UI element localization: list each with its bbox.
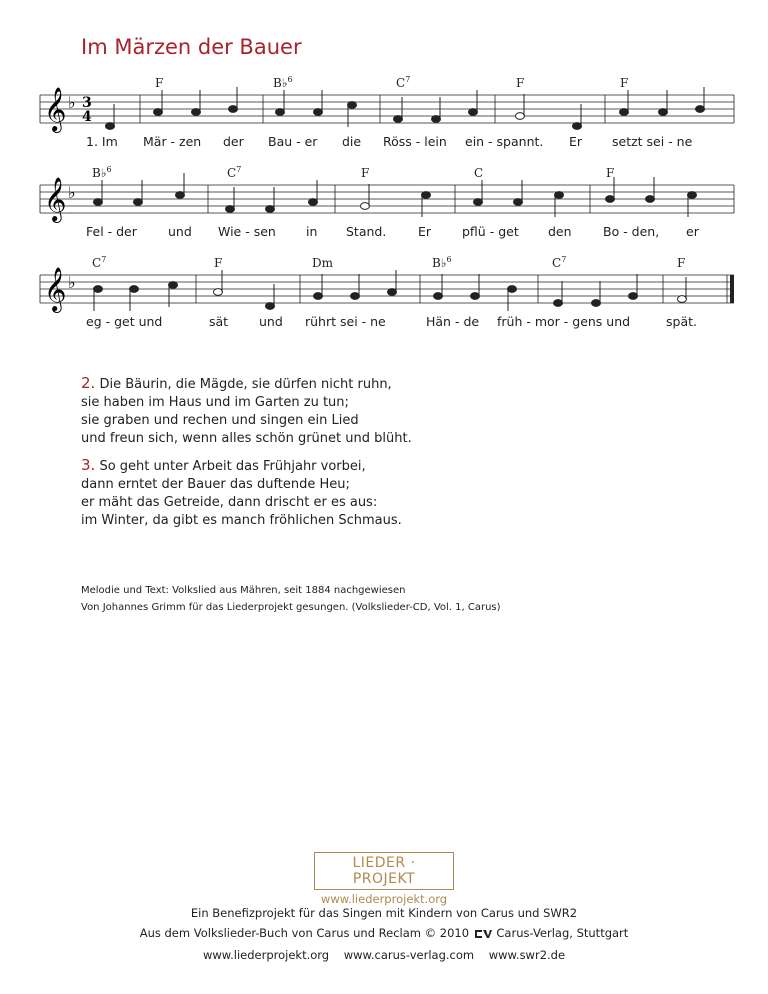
flat-icon: ♭	[68, 93, 76, 112]
verse-line: und freun sich, wenn alles schön grünet und blüht.	[81, 431, 412, 446]
footer-publisher: Carus-Verlag, Stuttgart	[496, 926, 629, 940]
lyric: den	[548, 224, 572, 239]
verse-number: 2.	[81, 374, 96, 392]
lyric: früh - mor - gens und	[497, 314, 631, 329]
link-swr2[interactable]: www.swr2.de	[488, 948, 566, 962]
chord: B♭$^6$	[432, 255, 452, 270]
time-signature-top: 3	[82, 95, 92, 111]
lyric: Wie - sen	[218, 224, 276, 239]
lyric: pflü - get	[462, 224, 519, 239]
lyric: Er	[418, 224, 432, 239]
liederprojekt-logo[interactable]	[314, 852, 454, 906]
footer-copyright: Aus dem Volkslieder-Buch von Carus und Reclam © 2010	[139, 926, 470, 940]
verse-line: er mäht das Getreide, dann drischt er es aus:	[81, 495, 378, 510]
flat-icon: ♭	[68, 273, 76, 292]
chord: F	[155, 76, 164, 90]
chord: F	[516, 76, 525, 90]
chord: $C^7$	[552, 255, 567, 270]
flat-icon: ♭	[68, 183, 76, 202]
lyric: Röss - lein	[383, 134, 447, 149]
chord: Dm	[312, 256, 333, 270]
lyric: der	[223, 134, 244, 149]
credit-melody: Melodie und Text: Volkslied aus Mähren, seit 1884 nachgewiesen	[81, 585, 406, 596]
verse-line: Die Bäurin, die Mägde, sie dürfen nicht ruhn,	[99, 377, 392, 392]
chord: F	[677, 256, 686, 270]
lyric: 1. Im	[86, 134, 118, 149]
lyric: in	[306, 224, 318, 239]
logo-text: LIEDER · PROJEKT	[314, 852, 454, 890]
verse-line: dann erntet der Bauer das duftende Heu;	[81, 477, 350, 492]
lyric: Mär - zen	[143, 134, 202, 149]
lyric: Stand.	[346, 224, 387, 239]
chord: $C^7$	[92, 255, 107, 270]
carus-logo-icon	[473, 928, 493, 940]
lyric: die	[342, 134, 362, 149]
footer-line-1: Ein Benefizprojekt für das Singen mit Kindern von Carus und SWR2	[190, 906, 578, 920]
chord: F	[620, 76, 629, 90]
verse-3	[81, 456, 402, 530]
verse-2	[81, 374, 412, 448]
chord: B♭$^6$	[92, 165, 112, 180]
time-signature-bottom: 4	[82, 109, 92, 125]
page-title: Im Märzen der Bauer	[81, 35, 302, 59]
chord: $C^7$	[227, 165, 242, 180]
chord: F	[361, 166, 370, 180]
lyric: Bau - er	[268, 134, 318, 149]
chord: F	[606, 166, 615, 180]
chord: B♭$^6$	[273, 75, 293, 90]
verse-number: 3.	[81, 456, 96, 474]
chord: F	[214, 256, 223, 270]
lyric: und	[168, 224, 192, 239]
lyric: Er	[569, 134, 583, 149]
lyric: spät.	[666, 314, 697, 329]
treble-clef-icon: 𝄞	[44, 267, 67, 311]
credit-singer: Von Johannes Grimm für das Liederprojekt gesungen. (Volkslieder-CD, Vol. 1, Carus)	[81, 602, 501, 613]
lyric: er	[686, 224, 699, 239]
lyric: und	[259, 314, 283, 329]
verse-line: sie haben im Haus und im Garten zu tun;	[81, 395, 349, 410]
lyric: Hän - de	[426, 314, 480, 329]
link-carus[interactable]: www.carus-verlag.com	[343, 948, 475, 962]
lyric: ein - spannt.	[465, 134, 544, 149]
lyric: eg - get und	[86, 314, 163, 329]
lyric: rührt sei - ne	[305, 314, 386, 329]
lyric: Fel - der	[86, 224, 137, 239]
link-liederprojekt[interactable]: www.liederprojekt.org	[202, 948, 330, 962]
logo-url[interactable]: www.liederprojekt.org	[320, 892, 448, 906]
chord: $C^7$	[396, 75, 411, 90]
lyric: setzt sei - ne	[612, 134, 693, 149]
treble-clef-icon: 𝄞	[44, 87, 67, 131]
footer-links	[0, 948, 768, 962]
lyric: sät	[209, 314, 229, 329]
verse-line: So geht unter Arbeit das Frühjahr vorbei,	[99, 459, 366, 474]
treble-clef-icon: 𝄞	[44, 177, 67, 221]
footer-line-2	[0, 926, 768, 940]
lyric: Bo - den,	[603, 224, 660, 239]
verse-line: im Winter, da gibt es manch fröhlichen Schmaus.	[81, 513, 402, 528]
verse-line: sie graben und rechen und singen ein Lied	[81, 413, 359, 428]
chord: C	[474, 166, 484, 180]
staff-3	[0, 0, 768, 340]
